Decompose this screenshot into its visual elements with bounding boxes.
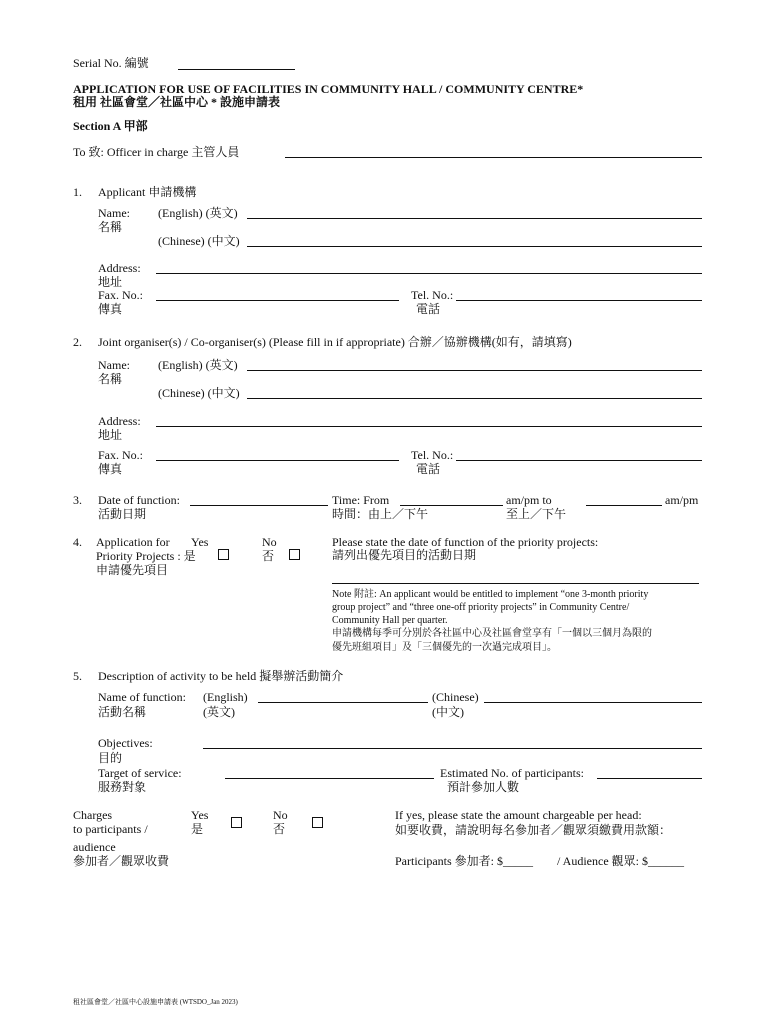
s5-est-label: Estimated No. of participants: (440, 766, 584, 780)
charges-label-1: Charges (73, 808, 113, 822)
s4-note-line-4: 申請機構每季可分別於各社區中心及社區會堂享有「一個以三個月為限的 (332, 628, 652, 639)
charges-yes-label-zh: 是 (191, 822, 204, 836)
s3-date-label-zh: 活動日期 (98, 507, 147, 521)
s5-objectives-label: Objectives: (98, 736, 153, 750)
s2-name-chinese-line[interactable] (247, 398, 702, 399)
s2-address-label: Address: (98, 414, 141, 428)
charges-audience[interactable]: / Audience 觀眾: $______ (557, 854, 684, 868)
s2-tel-label: Tel. No.: (411, 448, 454, 462)
charges-label-4: 參加者／觀眾收費 (73, 854, 170, 868)
s2-fax-label: Fax. No.: (98, 448, 143, 462)
s2-fax-line[interactable] (156, 460, 399, 461)
s2-name-label: Name: (98, 358, 130, 372)
s1-fax-label-zh: 傳真 (98, 302, 123, 316)
to-label: To 致: Officer in charge 主管人員 (73, 145, 240, 159)
s5-est-label-zh: 預計參加人數 (447, 780, 520, 794)
charges-no-checkbox[interactable] (312, 817, 323, 828)
s5-fname-label-zh: 活動名稱 (98, 705, 147, 719)
s1-fax-label: Fax. No.: (98, 288, 143, 302)
s1-name-label-zh: 名稱 (98, 220, 123, 234)
s5-objectives-line[interactable] (203, 748, 702, 749)
s3-time-label: Time: From (332, 493, 390, 507)
s5-fname-chinese-line[interactable] (484, 702, 702, 703)
s5-fname-english-line[interactable] (258, 702, 428, 703)
s4-no-checkbox[interactable] (289, 549, 300, 560)
s2-title: Joint organiser(s) / Co-organiser(s) (Please fill in if appropriate) 合辦／協辦機構(如有，請填寫) (98, 335, 572, 349)
s3-time-from-line[interactable] (400, 505, 503, 506)
charges-no-label: No (273, 808, 288, 822)
s5-chinese-label-zh: (中文) (432, 705, 464, 719)
s4-state-label: Please state the date of function of the priority projects: (332, 535, 599, 549)
s1-fax-line[interactable] (156, 300, 399, 301)
s5-english-label-zh: (英文) (203, 705, 235, 719)
charges-yes-checkbox[interactable] (231, 817, 242, 828)
s1-tel-label-zh: 電話 (416, 302, 441, 316)
s5-fname-label: Name of function: (98, 690, 186, 704)
s3-ampm-to: am/pm to (506, 493, 552, 507)
s4-note-line-2: group project” and “three one-off priority projects” in Community Centre/ (332, 602, 630, 613)
s3-time-to-line[interactable] (586, 505, 662, 506)
s2-name-english-line[interactable] (247, 370, 702, 371)
s2-address-label-zh: 地址 (98, 428, 123, 442)
charges-if-label-zh: 如要收費，請說明每名參加者／觀眾須繳費用款額： (395, 823, 672, 837)
s1-number: 1. (73, 185, 82, 199)
s4-note-line-3: Community Hall per quarter. (332, 615, 448, 626)
s5-english-label: (English) (203, 690, 248, 704)
s1-chinese-label: (Chinese) (中文) (158, 234, 240, 248)
s1-name-label: Name: (98, 206, 130, 220)
s1-address-line[interactable] (156, 273, 702, 274)
charges-participants[interactable]: Participants 參加者: $_____ (395, 854, 533, 868)
s3-time-label-zh: 時間：由上／下午 (332, 507, 429, 521)
charges-no-label-zh: 否 (273, 822, 286, 836)
s4-label-zh: 申請優先項目 (96, 563, 169, 577)
s4-note-line-1: Note 附註: An applicant would be entitled to implement “one 3-month priority (332, 589, 649, 600)
s1-address-label-zh: 地址 (98, 275, 123, 289)
s1-title: Applicant 申請機構 (98, 185, 197, 199)
s1-address-label: Address: (98, 261, 141, 275)
s2-tel-label-zh: 電話 (416, 462, 441, 476)
s5-chinese-label: (Chinese) (432, 690, 479, 704)
s4-no-label-zh: 否 (262, 549, 275, 563)
s5-number: 5. (73, 669, 82, 683)
s2-tel-line[interactable] (456, 460, 702, 461)
s2-english-label: (English) (英文) (158, 358, 238, 372)
serial-label: Serial No. 編號 (73, 56, 149, 70)
s1-english-label: (English) (英文) (158, 206, 238, 220)
charges-if-label: If yes, please state the amount chargeable per head: (395, 808, 642, 822)
s2-address-line[interactable] (156, 426, 702, 427)
serial-input-line[interactable] (178, 69, 295, 70)
s4-yes-checkbox[interactable] (218, 549, 229, 560)
s4-number: 4. (73, 535, 82, 549)
s1-tel-line[interactable] (456, 300, 702, 301)
s4-label-1: Application for (96, 535, 170, 549)
s1-name-english-line[interactable] (247, 218, 702, 219)
s2-chinese-label: (Chinese) (中文) (158, 386, 240, 400)
s2-fax-label-zh: 傳真 (98, 462, 123, 476)
charges-label-2: to participants / (73, 822, 148, 836)
s3-date-line[interactable] (190, 505, 328, 506)
s4-no-label: No (262, 535, 277, 549)
charges-label-3: audience (73, 840, 116, 854)
s4-label-2: Priority Projects : 是 (96, 549, 196, 563)
s3-ampm: am/pm (665, 493, 699, 507)
footer-text: 租社區會堂／社區中心設施申請表 (WTSDO_Jan 2023) (73, 998, 238, 1006)
s1-tel-label: Tel. No.: (411, 288, 454, 302)
form-title-zh: 租用 社區會堂／社區中心 * 設施申請表 (73, 95, 281, 109)
s2-name-label-zh: 名稱 (98, 372, 123, 386)
s5-target-line[interactable] (225, 778, 434, 779)
s5-title: Description of activity to be held 擬舉辦活動簡介 (98, 669, 344, 683)
s3-date-label: Date of function: (98, 493, 180, 507)
section-label: Section A 甲部 (73, 119, 148, 133)
s4-note-line-5: 優先班組項目」及「三個優先的一次過完成項目」。 (332, 642, 557, 653)
s2-number: 2. (73, 335, 82, 349)
s5-objectives-label-zh: 目的 (98, 751, 123, 765)
s5-est-line[interactable] (597, 778, 702, 779)
s3-number: 3. (73, 493, 82, 507)
s5-target-label-zh: 服務對象 (98, 780, 147, 794)
s5-target-label: Target of service: (98, 766, 182, 780)
s4-state-label-zh: 請列出優先項目的活動日期 (332, 548, 477, 562)
charges-yes-label: Yes (191, 808, 209, 822)
s3-to-zh: 至上／下午 (506, 507, 567, 521)
s4-yes-label: Yes (191, 535, 209, 549)
officer-input-line[interactable] (285, 157, 702, 158)
s4-dates-line[interactable] (332, 583, 699, 584)
s1-name-chinese-line[interactable] (247, 246, 702, 247)
form-title-en: APPLICATION FOR USE OF FACILITIES IN COMMUNITY HALL / COMMUNITY CENTRE* (73, 82, 584, 96)
